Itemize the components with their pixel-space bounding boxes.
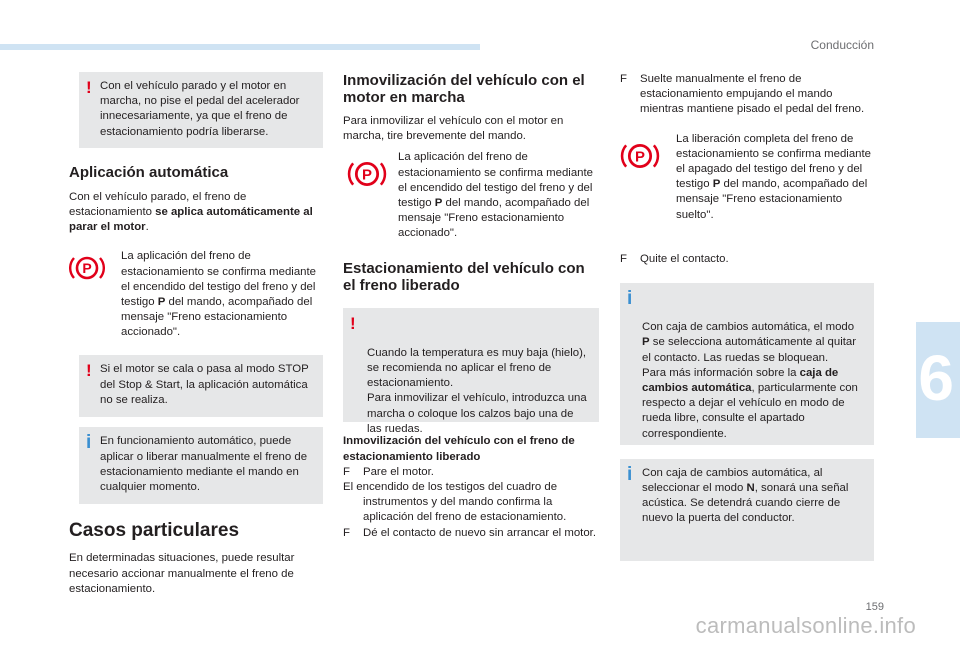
list-item — [343, 480, 599, 526]
warning-text: Si el motor se cala o pasa al modo STOP del Stop & Start, la aplicación automática no se realiza. — [100, 363, 309, 406]
page-number: 159 — [865, 601, 884, 613]
text: El encendido de los testigos del cuadro de instrumentos y del mando confirma la aplicación del freno de estacionamiento. — [343, 481, 567, 524]
text: del mando, acompañado del mensaje "Freno estacionamiento accionado". — [398, 197, 590, 240]
text: Dé el contacto de nuevo sin arrancar el motor. — [363, 526, 597, 539]
warning-box — [343, 308, 599, 435]
text-bold: P — [642, 336, 650, 349]
subheading: Inmovilización del vehículo con el freno de estacionamiento liberado — [343, 435, 575, 463]
warning-text: Cuando la temperatura es muy baja (hielo), se recomienda no aplicar el freno de estacionamiento. Para inmovilizar el vehículo, introduzca una marcha o coloque los calzos bajo una de las ruedas. — [367, 346, 587, 435]
bullet-icon: F — [343, 526, 350, 539]
column-middle — [343, 72, 599, 541]
text: . — [145, 221, 149, 234]
info-icon: i — [627, 287, 633, 309]
info-text: En funcionamiento automático, puede aplicar o liberar manualmente el freno de estacionamiento mediante el mando en cualquier momento. — [100, 435, 308, 494]
svg-text:P: P — [362, 166, 372, 184]
text-bold: se aplica automáticamente al parar el motor — [69, 206, 313, 234]
text: Suelte manualmente el freno de estacionamiento empujando el mando mientras mantiene pisado el pedal del freno. — [640, 73, 865, 116]
parking-brake-icon — [69, 253, 105, 283]
text: Con el vehículo parado, el freno de estacionamiento — [69, 190, 247, 219]
text: se selecciona automáticamente al quitar el contacto. Las ruedas se bloquean. Para más información sobre la — [642, 336, 857, 379]
list-item — [343, 465, 599, 480]
warning-icon: ! — [86, 78, 92, 97]
column-right — [620, 72, 874, 561]
chapter-number: 6 — [918, 342, 954, 414]
text: La aplicación del freno de estacionamiento se confirma mediante el encendido del testigo del freno y del testigo — [121, 250, 317, 309]
indicator-row — [343, 150, 599, 250]
warning-box — [79, 355, 323, 417]
info-icon: i — [627, 463, 633, 485]
indicator-row — [620, 132, 874, 238]
list-item — [620, 252, 874, 267]
text-bold: P — [157, 296, 166, 309]
info-icon: i — [86, 432, 92, 454]
paragraph: En determinadas situaciones, puede resultar necesario accionar manualmente el freno de estacionamiento. — [69, 552, 295, 595]
text-bold: P — [434, 197, 443, 210]
text: La aplicación del freno de estacionamiento se confirma mediante el encendido del testigo del freno y del testigo — [398, 151, 594, 210]
section-heading: Estacionamiento del vehículo con el freno liberado — [343, 260, 585, 295]
parking-brake-icon — [347, 158, 387, 190]
header-bar — [0, 44, 480, 50]
warning-box — [79, 72, 323, 148]
parking-brake-icon — [620, 140, 660, 172]
warning-text: Con el vehículo parado y el motor en marcha, no pise el pedal del acelerador innecesariamente, ya que el freno de estacionamiento podría liberarse. — [100, 80, 300, 138]
text-bold: caja de cambios automática — [642, 366, 839, 395]
text: La liberación completa del freno de estacionamiento se confirma mediante el apagado del testigo del freno y del testigo — [676, 132, 872, 191]
watermark: carmanualsonline.info — [695, 613, 916, 638]
text-bold: N — [746, 482, 755, 495]
section-heading: Aplicación automática — [69, 163, 229, 181]
warning-icon: ! — [86, 361, 92, 381]
indicator-text — [676, 132, 874, 223]
text: Con caja de cambios automática, al seleccionar el modo — [642, 466, 823, 495]
text-bold: P — [712, 178, 721, 191]
column-left — [69, 72, 323, 597]
text: Pare el motor. — [363, 465, 434, 478]
section-heading: Inmovilización del vehículo con el motor en marcha — [343, 72, 585, 106]
warning-icon: ! — [350, 314, 356, 334]
text: , particularmente con respecto a dejar el vehículo en modo de rueda libre, consulte el apartado correspondiente. — [642, 382, 858, 440]
section-title: Conducción — [810, 38, 874, 52]
list-item — [343, 526, 599, 541]
info-box — [79, 427, 323, 504]
bullet-icon: F — [620, 252, 627, 265]
list-item — [620, 72, 874, 118]
svg-text:P: P — [635, 147, 645, 165]
text: del mando, acompañado del mensaje "Freno estacionamiento suelto". — [676, 178, 868, 221]
bullet-icon: F — [343, 465, 350, 478]
text: Quite el contacto. — [640, 252, 729, 265]
paragraph — [69, 190, 323, 236]
info-box — [620, 283, 874, 445]
indicator-text — [398, 150, 599, 241]
bullet-icon: F — [620, 73, 627, 85]
text: Con caja de cambios automática, el modo — [642, 321, 855, 334]
paragraph: Para inmovilizar el vehículo con el motor en marcha, tire brevemente del mando. — [343, 115, 564, 143]
indicator-text — [121, 249, 323, 340]
text: del mando, acompañado del mensaje "Freno estacionamiento accionado". — [121, 296, 313, 339]
section-heading: Casos particulares — [69, 520, 240, 542]
info-box — [620, 459, 874, 561]
indicator-row — [69, 249, 323, 341]
text: , sonará una señal acústica. Se detendrá cuando cierre de nuevo la puerta del conductor. — [642, 482, 849, 525]
svg-text:P: P — [82, 260, 92, 277]
